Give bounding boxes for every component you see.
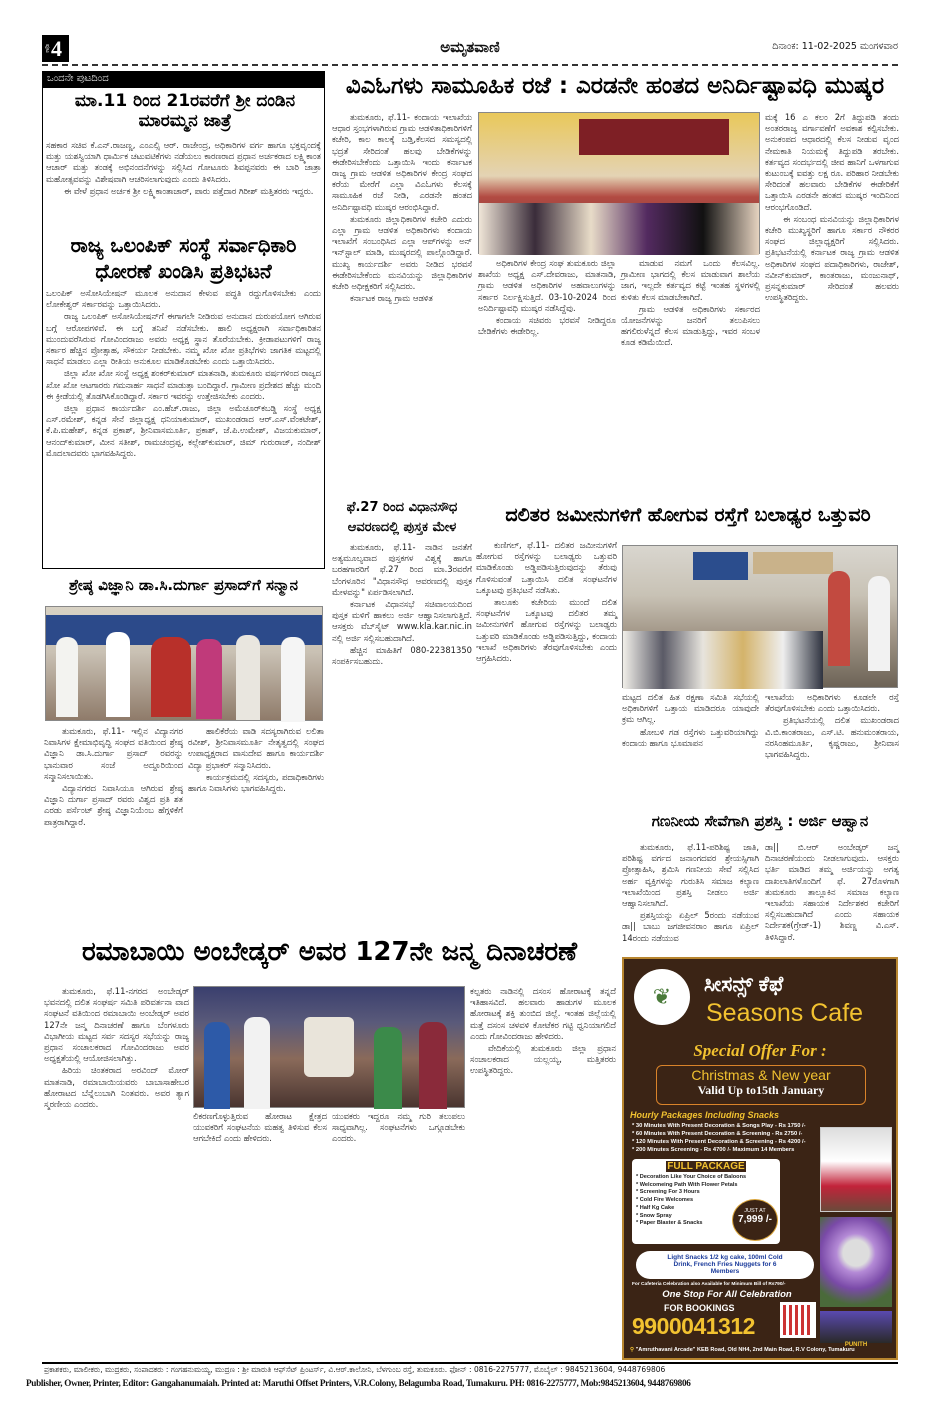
paragraph: ತುಮಕೂರು, ಫೆ.11- ನಾಡಿನ ಜನತೆಗೆ ಅತ್ಯಮೂಲ್ಯವಾದ ಪುಸ್ತಕಗಳ ವಿಶ್ವಕ್ಕೆ ಹಾಗೂ ಬರಹಗಾರರಿಗೆ ಫೆ.27 ರಿಂದ ಮಾ.3ರವರೆಗೆ ಬೆಂಗಳೂರಿನ "ವಿಧಾನಸೌಧ ಆವರಣದಲ್ಲಿ ಪುಸ್ತಕ ಮೇಳವನ್ನು" ಏರ್ಪಡಿಸಲಾಗಿದೆ.	[332, 542, 472, 597]
paragraph: ಜಿಲ್ಲಾ ಖೋ ಖೋ ಸಂಸ್ಥೆ ಅಧ್ಯಕ್ಷ ಶಂಕರ್‌ಕುಮಾರ್ ಮಾತನಾಡಿ, ತುಮಕೂರು ವರ್ಷಗಳಿಂದ ರಾಜ್ಯದ ಖೋ ಖೋ ಆಟಗಾರರು ಗಮನಾರ್ಹ ಸಾಧನೆ ಮಾಡುತ್ತಾ ಬಂದಿದ್ದಾರೆ. ಗ್ರಾಮೀಣ ಪ್ರದೇಶದ ಹೆಚ್ಚು ಮಂದಿ ಈ ಕ್ರೀಡೆಯಲ್ಲಿ ತೊಡಗಿಸಿಕೊಂಡಿದ್ದಾರೆ. ಸರ್ಕಾರ ಇವರನ್ನು ಉತ್ತೇಜಿಸಬೇಕು ಎಂದರು.	[46, 368, 321, 401]
snacks-box	[636, 1251, 814, 1279]
hourly-title: Hourly Packages Including Snacks	[630, 1110, 780, 1120]
paragraph: ಕಾರ್ಯಕ್ರಮದಲ್ಲಿ ಸದಸ್ಯರು, ಪದಾಧಿಕಾರಿಗಳು ಹಾಗೂ ನಿವಾಸಿಗಳು ಭಾಗವಹಿಸಿದ್ದರು.	[188, 771, 324, 794]
paragraph: ಈ ಸಂಬಂಧ ಮನವಿಯನ್ನು ಜಿಲ್ಲಾಧಿಕಾರಿಗಳ ಕಚೇರಿ ಮುಖ್ಯಸ್ಥರಿಗೆ ಹಾಗೂ ಸರ್ಕಾರ ನೌಕರರ ಸಂಘದ ಜಿಲ್ಲಾಧ್ಯಕ್ಷರಿಗೆ ಸಲ್ಲಿಸಿದರು. ಪ್ರತಿಭಟನೆಯಲ್ಲಿ ಕರ್ನಾಟಕ ರಾಜ್ಯ ಗ್ರಾಮ ಆಡಳಿತ ಅಧಿಕಾರಿಗಳ ಸಂಘದ ಪದಾಧಿಕಾರಿಗಳು, ರಾಜೇಶ್, ನವೀನ್‌ಕುಮಾರ್, ಕಾಂತರಾಜು, ಮಂಜುನಾಥ್, ಪ್ರಸನ್ನಕುಮಾರ್ ಸೇರಿದಂತೆ ಹಲವರು ಉಪಸ್ಥಿತರಿದ್ದರು.	[765, 213, 899, 303]
booking-phone[interactable]: 9900041312	[632, 1313, 755, 1339]
olympic-body	[46, 288, 321, 566]
cafeteria-note: For Cafeteria Celebration also Available for Minimum Bill of Rs790/-	[632, 1282, 786, 1287]
price: 7,999 /-	[738, 1214, 772, 1225]
paragraph: ಯುವಕರು ಇದ್ದರೂ ನಮ್ಮ ಗುರಿ ತಲುಪಲು ಸಾಧ್ಯವಾಗಿಲ್ಲ. ಸಂಘಟನೆಗಳು ಒಗ್ಗೂಡಬೇಕು ಎಂದರು.	[332, 1111, 465, 1144]
qr-code	[780, 1302, 816, 1338]
issue-date: ದಿನಾಂಕ: 11-02-2025 ಮಂಗಳವಾರ	[772, 41, 898, 52]
one-stop-tagline: One Stop For All Celebration	[662, 1289, 792, 1300]
occasion: Christmas & New year	[691, 1067, 831, 1083]
address-text: "Amruthavani Arcade" KEB Road, Old NH4, 2nd Main Road, R.V Colony, Tumakuru	[635, 1347, 855, 1353]
package-item: * Cold Fire Welcomes	[636, 1197, 694, 1204]
paragraph: ಅಧಿಕಾರಿಗಳ ಕೇಂದ್ರ ಸಂಘ ತುಮಕೂರು ಜಿಲ್ಲಾ ಶಾಖೆಯ ಅಧ್ಯಕ್ಷ ಎಸ್.ದೇವರಾಜು, ಮಾತನಾಡಿ, ಗ್ರಾಮ ಆಡಳಿತ ಅಧಿಕಾರಿಗಳ ಅಹವಾಲುಗಳನ್ನು ಸರ್ಕಾರ ನಿರ್ಲಕ್ಷಿಸುತ್ತಿದೆ. 03-10-2024 ರಿಂದ ಅನಿರ್ದಿಷ್ಟಾವಧಿ ಮುಷ್ಕರ ನಡೆಸಿದ್ದೆವು.	[478, 258, 616, 313]
hourly-list	[632, 1122, 822, 1154]
paragraph: ಮಕ್ಕೆ 16 ಎ ಕಲಂ 2ಗೆ ತಿದ್ದುಪಡಿ ತಂದು ಅಂತರರಾಜ್ಯ ವರ್ಗಾವಣೆಗೆ ಅವಕಾಶ ಕಲ್ಪಿಸಬೇಕು. ಅನುಕಂಪದ ಆಧಾರದಲ್ಲಿ ಕೆಲಸ ನೀಡುವ ವೃಂದ ನೇಮಕಾತಿ ನಿಯಮಕ್ಕೆ ತಿದ್ದುಪಡಿ ತರಬೇಕು. ಕರ್ತವ್ಯದ ಸಂದರ್ಭದಲ್ಲಿ ಜೀವ ಹಾನಿಗೆ ಒಳಗಾಗುವ ಕುಟುಂಬಕ್ಕೆ ಐವತ್ತು ಲಕ್ಷ ರೂ. ಪರಿಹಾರ ನೀಡಬೇಕು ಸೇರಿದಂತೆ ಹಲವಾರು ಬೇಡಿಕೆಗಳ ಈಡೇರಿಕೆಗೆ ಒತ್ತಾಯಿಸಿ ಎರಡನೇ ಹಂತದ ಮುಷ್ಕರ ಇಂದಿನಿಂದ ಆರಂಭಗೊಂಡಿದೆ.	[765, 112, 899, 212]
dalit-protest-photo	[622, 545, 898, 688]
strike-body-col3	[621, 258, 760, 498]
paragraph: ಪ್ರಶಸ್ತಿಯನ್ನು ಏಪ್ರಿಲ್ 5ರಂದು ನಡೆಯುವ ಡಾ|| ಬಾಬು ಜಗಜೀವನರಾಂ ಹಾಗೂ ಏಪ್ರಿಲ್ 14ರಂದು ನಡೆಯುವ	[622, 910, 759, 943]
paragraph: ವಿದ್ಯಾನಗರದ ನಿವಾಸಿಯೂ ಆಗಿರುವ ಶ್ರೇಷ್ಠ ವಿಜ್ಞಾನಿ ದುರ್ಗಾ ಪ್ರಸಾದ್ ರವರು ವಿಶ್ವದ ಪ್ರತಿ ಶತ ಎರಡು ಪರ್ಸೆಂಟ್ ಶ್ರೇಷ್ಠ ವಿಜ್ಞಾನಿಯೆಂಬ ಹೆಗ್ಗಳಿಕೆಗೆ ಪಾತ್ರರಾಗಿದ್ದಾರೆ.	[44, 783, 183, 827]
ramabai-body-col1	[44, 986, 189, 1352]
continued-bar: ಒಂದನೇ ಪುಟದಿಂದ	[42, 71, 325, 88]
paragraph: ಗ್ರಾಮ ಆಡಳಿತ ಅಧಿಕಾರಿಗಳು ಸರ್ಕಾರದ ಯೋಜನೆಗಳನ್ನು ಜನರಿಗೆ ತಲುಪಿಸಲು ಹಗಲಿರುಳೆನ್ನದೆ ಕೆಲಸ ಮಾಡುತ್ತಿದ್ದು, ಇವರ ಸಂಬಳ ಕೂಡ ಕಡಿಮೆಯಿದೆ.	[621, 303, 760, 348]
header-divider	[42, 64, 898, 66]
occasion-box	[656, 1065, 866, 1105]
paragraph: ಕಂದಾಯ ಸಚಿವರು ಭರವಸೆ ನೀಡಿದ್ದರೂ ಬೇಡಿಕೆಗಳು ಈಡೇರಿಲ್ಲ.	[478, 315, 616, 337]
ramabai-body-col2	[193, 1111, 327, 1351]
price-label: JUST AT	[744, 1208, 766, 1214]
hourly-item: * 120 Minutes With Present Decoration & Screening - Rs 4200 /-	[632, 1139, 806, 1145]
paragraph: ಕುಣಿಗಲ್, ಫೆ.11- ದಲಿತರ ಜಮೀನುಗಳಿಗೆ ಹೋಗುವ ರಸ್ತೆಗಳನ್ನು ಬಲಾಢ್ಯರು ಒತ್ತುವರಿ ಮಾಡಿಕೊಂಡು ಅಡ್ಡಿಪಡಿಸುತ್ತಿರುವುದನ್ನು ತೆರುವು ಗೊಳಿಸುವಂತೆ ಒತ್ತಾಯಿಸಿ ದಲಿತ ಸಂಘಟನೆಗಳ ಒಕ್ಕೂಟವು ಪ್ರತಿಭಟನೆ ನಡೆಸಿತು.	[476, 540, 617, 595]
paragraph: ತುಮಕೂರು, ಫೆ.11-ನಗರದ ಅಂಬೇಡ್ಕರ್ ಭವನದಲ್ಲಿ ದಲಿತ ಸಂಘರ್ಷ ಸಮಿತಿ ಪರಿವರ್ತನಾ ವಾದ ಸಂಘಟನೆ ವತಿಯಿಂದ ರಮಾಬಾಯಿ ಅಂಬೇಡ್ಕರ್ ಅವರ 127ನೇ ಜನ್ಮ ದಿನಾಚರಣೆ ಹಾಗೂ ಬೆಂಗಳೂರು ವಿಭಾಗೀಯ ಮಟ್ಟದ ಸರ್ವ ಸದಸ್ಯರ ಸಭೆಯನ್ನು ರಾಜ್ಯ ಪ್ರಧಾನ ಸಂಚಾಲಕರಾದ ಗೋವಿಂದರಾಜು ಅವರ ಅಧ್ಯಕ್ಷತೆಯಲ್ಲಿ ಆಯೋಜಿಸಲಾಗಿತ್ತು.	[44, 986, 189, 1064]
package-item: * Decoration Like Your Choice of Baloons	[636, 1174, 747, 1180]
venue-photo-3	[820, 1311, 892, 1348]
package-item: * Snow Spray	[636, 1212, 672, 1219]
page-label: ಪುಟ	[44, 44, 51, 53]
package-item: * Half Kg Cake	[636, 1204, 675, 1211]
paragraph: ಹೆಚ್ಚಿನ ಮಾಹಿತಿಗೆ 080-22381350 ಸಂಪರ್ಕಿಸಬಹುದು.	[332, 644, 472, 667]
address	[630, 1347, 894, 1353]
footer-imprint-kannada: ಪ್ರಕಾಶಕರು, ಮಾಲೀಕರು, ಮುದ್ರಕರು, ಸಂಪಾದಕರು : ಗಂಗಹನುಮಯ್ಯ, ಮುದ್ರಣ : ಶ್ರೀ ಮಾರುತಿ ಆಫ್‌ಸೆಟ್ ಪ್ರಿಂಟರ್ಸ್, ವಿ.ಆರ್.ಕಾಲೋನಿ, ಬೆಳಗುಂಬ ರಸ್ತೆ, ತುಮಕೂರು. ಫೋನ್ : 0816-2275777, ಮೊಬೈಲ್ : 9845213604, 9448769806	[44, 1365, 666, 1374]
validity: Valid Up to15th January	[697, 1083, 825, 1097]
paragraph: ತಾಲೂಕು ಕಚೇರಿಯ ಮುಂದೆ ದಲಿತ ಸಂಘಟನೆಗಳ ಒಕ್ಕೂಟವು ದಲಿತರ ತಮ್ಮ ಜಮೀನುಗಳಿಗೆ ಹೋಗುವ ರಸ್ತೆಗಳನ್ನು ಬಲಾಢ್ಯರು ಒತ್ತುವರಿ ಮಾಡಿಕೊಂಡು ಅಡ್ಡಿಪಡಿಸುತ್ತಿದ್ದು, ಕಂದಾಯ ಇಲಾಖೆ ಅಧಿಕಾರಿಗಳು ತೆರವುಗೊಳಿಸಬೇಕು ಎಂದು ಆಗ್ರಹಿಸಿದರು.	[476, 597, 617, 664]
paragraph: ರಾಜ್ಯ ಒಲಂಪಿಕ್ ಅಸೋಸಿಯೇಷನ್‌ಗೆ ಈಗಾಗಲೇ ನೀಡಿರುವ ಅನುದಾನ ದುರುಪಯೋಗ ಆಗಿರುವ ಬಗ್ಗೆ ಆರೋಪಗಳಿವೆ. ಈ ಬಗ್ಗೆ ತನಿಖೆ ನಡೆಸಬೇಕು. ಹಾಲಿ ಅಧ್ಯಕ್ಷರಾಗಿ ಸರ್ವಾಧಿಕಾರಿತನ ಮುಂದುವರೆಸಿರುವ ಗೋವಿಂದರಾಜು ಅವರು ಅಧ್ಯಕ್ಷ ಸ್ಥಾನ ತೊರೆಯಬೇಕು. ಕ್ರೀಡಾಪಟುಗಳಿಗೆ ರಾಜ್ಯ ಸರ್ಕಾರ ಹೆಚ್ಚಿನ ಪ್ರೋತ್ಸಾಹ, ಸೌಕರ್ಯ ನೀಡಬೇಕು. ನಮ್ಮ ಖೋ ಖೋ ಪ್ರತಿಭೆಗಳು ಜಾಗತಿಕ ಮಟ್ಟದಲ್ಲಿ ಸಾಧನೆ ಮಾಡಲು ಎಲ್ಲಾ ರೀತಿಯ ಅನುಕೂಲ ಮಾಡಿಕೊಡಬೇಕು ಎಂದು ಒತ್ತಾಯಿಸಿದರು.	[46, 311, 321, 367]
ramabai-body-col4	[470, 986, 616, 1352]
paragraph: ಕರ್ನಾಟಕ ವಿಧಾನಸಭೆ ಸಚಿವಾಲಯದಿಂದ ಪುಸ್ತಕ ಮಳಿಗೆ ಹಾಕಲು ಅರ್ಜಿ ಆಹ್ವಾನಿಸಲಾಗುತ್ತಿದೆ. ಆಸಕ್ತರು ವೆಬ್‌ಸೈಟ್ www.kla.kar.nic.in ನಲ್ಲಿ ಅರ್ಜಿ ಸಲ್ಲಿಸಬಹುದಾಗಿದೆ.	[332, 599, 472, 643]
strike-protest-photo	[478, 112, 760, 254]
paragraph: ಇಲಾಖೆಯ ಅಧಿಕಾರಿಗಳು ಕೂಡಲೇ ರಸ್ತೆ ತೆರವುಗೊಳಿಸಬೇಕು ಎಂದು ಒತ್ತಾಯಿಸಿದರು.	[765, 692, 899, 714]
footer-divider	[42, 1362, 898, 1364]
paragraph: ಹೋಬಳಿ ಗಡ ರಸ್ತೆಗಳು ಒತ್ತುವರಿಯಾಗಿದ್ದು ಕಂದಾಯ ಹಾಗೂ ಭೂಮಾಪನ	[622, 726, 759, 748]
ramabai-event-photo	[193, 986, 465, 1108]
ramabai-headline: ರಮಾಬಾಯಿ ಅಂಬೇಡ್ಕರ್ ಅವರ 127ನೇ ಜನ್ಮ ದಿನಾಚರಣೆ	[81, 937, 578, 967]
strike-headline: ವಿಎಓಗಳು ಸಾಮೂಹಿಕ ರಜೆ : ಎರಡನೇ ಹಂತದ ಅನಿರ್ದಿಷ್ಟಾವಧಿ ಮುಷ್ಕರ	[345, 73, 885, 99]
paragraph: ಲಿಕರಣಗೊಳ್ಳುತ್ತಿರುವ ಹೋರಾಟ ಕ್ಷೇತ್ರದ ಯುವಕರಿಗೆ ಸಂಘಟನೆಯ ಮಹತ್ವ ತಿಳಿಸುವ ಕೆಲಸ ಆಗಬೇಕಿದೆ ಎಂದು ಹೇಳಿದರು.	[193, 1111, 327, 1144]
paragraph: ವೇದಿಕೆಯಲ್ಲಿ ತುಮಕೂರು ಜಿಲ್ಲಾ ಪ್ರಧಾನ ಸಂಚಾಲಕರಾದ ಯಲ್ಲಯ್ಯ, ಮತ್ತಿತರರು ಉಪಸ್ಥಿತರಿದ್ದರು.	[470, 1043, 616, 1076]
strike-body-right	[765, 112, 899, 498]
hourly-item: * 200 Minutes Screening - Rs 4700 /- Maximum 14 Members	[632, 1147, 795, 1153]
paragraph: ತುಮಕೂರು, ಫೆ.11-ಪರಿಶಿಷ್ಟ ಜಾತಿ, ಪರಿಶಿಷ್ಟ ವರ್ಗದ ಜನಾಂಗದವರ ಶ್ರೇಯಸ್ಸಿಗಾಗಿ ಪ್ರೋತ್ಸಾಹಿಸಿ, ಶ್ರಮಿಸಿ ಗಣನೀಯ ಸೇವೆ ಸಲ್ಲಿಸಿದ ಅರ್ಹ ವ್ಯಕ್ತಿಗಳನ್ನು ಗುರುತಿಸಿ ಸಮಾಜ ಕಲ್ಯಾಣ ಇಲಾಖೆಯಿಂದ ಪ್ರಶಸ್ತಿ ನೀಡಲು ಅರ್ಜಿ ಆಹ್ವಾನಿಸಲಾಗಿದೆ.	[622, 842, 759, 909]
cafe-logo: ❦	[634, 969, 690, 1025]
hourly-item: * 30 Minutes With Present Decoration & Songs Play - Rs 1750 /-	[632, 1123, 806, 1129]
dalit-body-col2	[622, 692, 759, 804]
award-body-col2	[765, 842, 899, 942]
paragraph: ತುಮಕೂರು, ಫೆ.11- ಇಲ್ಲಿನ ವಿದ್ಯಾನಗರ ನಿವಾಸಿಗಳ ಕ್ಷೇಮಾಭಿವೃದ್ಧಿ ಸಂಘದ ವತಿಯಿಂದ ಶ್ರೇಷ್ಠ ವಿಜ್ಞಾನಿ ಡಾ.ಸಿ.ದುರ್ಗಾ ಪ್ರಸಾದ್ ರವರನ್ನು ಭಾನುವಾರ ಸಂಜೆ ಅದ್ದೂರಿಯಿಂದ ಸನ್ಮಾನಿಸಲಾಯಿತು.	[44, 726, 183, 781]
paragraph: ಈ ವೇಳೆ ಪ್ರಧಾನ ಅರ್ಚಕ ಶ್ರೀ ಲಕ್ಷ್ಮಿಕಾಂತಾಚಾರ್, ಪಾರು ಪತ್ತೆದಾರ ಗಿರೀಶ್ ಮತ್ತಿತರರು ಇದ್ದರು.	[64, 185, 314, 196]
full-package-title: FULL PACKAGE	[667, 1161, 745, 1172]
brand-kannada: ಸೀಸನ್ಸ್ ಕೆಫೆ	[704, 973, 784, 996]
price-badge	[732, 1199, 778, 1241]
bookings-label: FOR BOOKINGS	[664, 1303, 735, 1313]
book-fair-headline: ಫೆ.27 ರಿಂದ ವಿಧಾನಸೌಧ ಆವರಣದಲ್ಲಿ ಪುಸ್ತಕ ಮೇಳ	[346, 500, 458, 535]
package-item: * Screening For 3 Hours	[636, 1189, 700, 1196]
footer-imprint-english: Publisher, Owner, Printer, Editor: Gangahanumaiah. Printed at: Maruthi Offset Printers, V.R.Colony, Belagumba Road, Tumakuru. PH: 0816-2275777, Mob:9845213604, 9448769806	[26, 1378, 691, 1388]
paragraph: ಒಲಂಪಿಕ್ ಅಸೋಸಿಯೇಷನ್ ಮೂಲಕ ಅನುದಾನ ಕೇಳುವ ಪದ್ಧತಿ ರದ್ದುಗೊಳಿಸಬೇಕು ಎಂದು ಲೋಕೇಶ್ವರ್ ಸರ್ಕಾರವನ್ನು ಒತ್ತಾಯಿಸಿದರು.	[46, 288, 321, 310]
strike-body-col1	[332, 112, 472, 492]
paragraph: ಮಾಡುವ ನಮಗೆ ಒಂದು ಕೆಲಸವಿಲ್ಲ. ಗ್ರಾಮೀಣ ಭಾಗದಲ್ಲಿ ಕೆಲಸ ಮಾಡುವಾಗ ಶಾಲೆಯ ಜಾಗ, ಇಲ್ಲದೇ ಕರ್ತವ್ಯದ ಕಟ್ಟೆ ಇಂತಹ ಸ್ಥಳಗಳಲ್ಲಿ ಕುಳಿತು ಕೆಲಸ ಮಾಡಬೇಕಾಗಿದೆ.	[621, 258, 760, 302]
dalit-body-col3	[765, 692, 899, 804]
scientist-body-col2	[188, 726, 324, 931]
paragraph: ಕರ್ನಾಟಕ ರಾಜ್ಯ ಗ್ರಾಮ ಆಡಳಿತ	[350, 293, 433, 304]
snacks-text: Light Snacks 1/2 kg cake, 100ml Cold Drink, French Fries Nuggets for 6 Members	[667, 1254, 783, 1275]
paragraph: ಡಾ|| ಬಿ.ಆರ್ ಅಂಬೇಡ್ಕರ್ ಜನ್ಮ ದಿನಾಚರಣೆಯಂದು ನೀಡಲಾಗುವುದು. ಆಸಕ್ತರು ಭರ್ತಿ ಮಾಡಿದ ತಮ್ಮ ಅರ್ಜಿಯನ್ನು ಅಗತ್ಯ ದಾಖಲಾತಿಗಳೊಂದಿಗೆ ಫೆ. 27ರೊಳಗಾಗಿ ತುಮಕೂರು ತಾಲ್ಲೂಕಿನ ಸಮಾಜ ಕಲ್ಯಾಣ ಇಲಾಖೆಯ ಸಹಾಯಕ ನಿರ್ದೇಶಕರ ಕಚೇರಿಗೆ ಸಲ್ಲಿಸಬಹುದಾಗಿದೆ ಎಂದು ಸಹಾಯಕ ನಿರ್ದೇಶಕ(ಗ್ರೇಡ್-1) ಶಿವಣ್ಣ ವಿ.ಎಸ್. ತಿಳಿಸಿದ್ದಾರೆ.	[765, 842, 899, 942]
page-number-box	[42, 35, 69, 62]
award-body-col1	[622, 842, 759, 943]
olympic-headline: ರಾಜ್ಯ ಒಲಂಪಿಕ್ ಸಂಸ್ಥೆ ಸರ್ವಾಧಿಕಾರಿ ಧೋರಣೆ ಖಂಡಿಸಿ ಪ್ರತಿಭಟನೆ	[70, 234, 297, 283]
paper-title: ಅಮೃತವಾಣಿ	[440, 38, 500, 56]
paragraph: ಜಿಲ್ಲಾ ಪ್ರಧಾನ ಕಾರ್ಯದರ್ಶಿ ಎಂ.ಹೆಚ್.ರಾಜು, ಜಿಲ್ಲಾ ಅಮೆಚೂರ್‌ಕಬಡ್ಡಿ ಸಂಸ್ಥೆ ಅಧ್ಯಕ್ಷ ಎಸ್.ರಮೇಶ್, ಕನ್ನಡ ಸೇನೆ ಜಿಲ್ಲಾಧ್ಯಕ್ಷ ಧನಿಯಾಕುಮಾರ್, ಮುಖಂಡರಾದ ಆರ್.ಎಸ್.ವೆಂಕಟೇಶ್, ಕೆ.ಪಿ.ಮಹೇಶ್, ಕನ್ನಡ ಪ್ರಕಾಶ್, ಶ್ರೀನಿವಾಸಮೂರ್ತಿ, ಪ್ರಕಾಶ್, ಜೆ.ಪಿ.ಉಮೇಶ್, ವಿಜಯಕುಮಾರ್, ಆನಂದ್‌ಕುಮಾರ್, ಮೀನ ಸತೀಶ್, ರಾಮಚಂದ್ರಪ್ಪ, ಕಲ್ಲೇಶ್‌ಕುಮಾರ್, ಜಿಮ್ ಗುರುರಾಜ್, ನಂದೀಶ್ ಮೊದಲಾದವರು ಭಾಗವಹಿಸಿದ್ದರು.	[46, 403, 321, 458]
paragraph: ಸಹಕಾರ ಸಚಿವ ಕೆ.ಎನ್.ರಾಜಣ್ಣ, ಎಂಎಲ್ಸಿ ಆರ್. ರಾಜೇಂದ್ರ, ಅಧಿಕಾರಿಗಳ ವರ್ಗ ಹಾಗೂ ಭಕ್ತವೃಂದಕ್ಕೆ ಮತ್ತು ಯಶಸ್ವಿಯಾಗಿ ಧಾರ್ಮಿಕ ಚಟುವಟಿಕೆಗಳು ನಡೆಯಲು ಕಾರಣರಾದ ಪ್ರಧಾನ ಅರ್ಚಕರಾದ ಲಕ್ಷ್ಮಿಕಾಂತ ಆಚಾರ್ ಮತ್ತು ತಂಡಕ್ಕೆ ಅಭಿನಂದನೆಗಳನ್ನು ಸಲ್ಲಿಸಿದ ಗೋಟೂರು ಶಿವಪ್ಪನವರು ಈ ಬಾರಿ ಜಾತ್ರಾ ಮಹೋತ್ಸವವನ್ನು ವಿಶೇಷವಾಗಿ ಆಚರಿಸಲಾಗುವುದು ಎಂದು ತಿಳಿಸಿದರು.	[46, 140, 321, 184]
location-pin-icon: ⚲	[630, 1347, 636, 1353]
paragraph: ಹಿರಿಯ ಚಿಂತಕರಾದ ಅರವಿಂದ್ ಮೋರ್ ಮಾತನಾಡಿ, ರಮಾಬಾಯಿಯವರು ಬಾಬಾಸಾಹೇಬರ ಹೋರಾಟದ ಬೆನ್ನೆಲುಬಾಗಿ ನಿಂತವರು. ಅವರ ತ್ಯಾಗ ಸ್ಮರಣೀಯ ಎಂದರು.	[44, 1065, 189, 1110]
photo-label: PUNITH	[844, 1342, 868, 1348]
venue-photo-1	[820, 1127, 892, 1212]
brand-english: Seasons Cafe	[706, 999, 864, 1027]
paragraph: ಹಾಲಿಕೆರೆಯ ವಾಡಿ ಸದಸ್ಯರಾಗಿರುವ ಲಲಿತಾ ರವೀಶ್, ಶ್ರೀನಿವಾಸಮೂರ್ತಿ ನೇತೃತ್ವದಲ್ಲಿ ಸಂಘದ ಉಪಾಧ್ಯಕ್ಷರಾದ ವಾಸುದೇವ ಹಾಗೂ ಕಾರ್ಯದರ್ಶಿ ವಿದ್ಯಾ ಪ್ರಭಾಕರ್ ಸನ್ಮಾನಿಸಿದರು.	[188, 726, 324, 770]
dalit-headline: ದಲಿತರ ಜಮೀನುಗಳಿಗೆ ಹೋಗುವ ರಸ್ತೆಗೆ ಬಲಾಢ್ಯರ ಒತ್ತುವರಿ	[505, 504, 871, 526]
book-fair-body	[332, 542, 472, 932]
paragraph: ಕಲ್ಪತರು ನಾಡಿನಲ್ಲಿ ದಸಂಸ ಹೋರಾಟಕ್ಕೆ ತನ್ನದೆ ಇತಿಹಾಸವಿದೆ. ಹಲವಾರು ಹಾಡುಗಳ ಮೂಲಕ ಹೋರಾಟಕ್ಕೆ ಶಕ್ತಿ ತುಂಬಿದ ಜಿಲ್ಲೆ. ಇಂತಹ ಜಿಲ್ಲೆಯಲ್ಲಿ ಮತ್ತೆ ದಸಂಸ ಚಳವಳಿ ಕೋಟೆಕರ ಗಟ್ಟಿ ಧ್ವನಿಯಾಗಲಿದೆ ಎಂದು ಗೋವಿಂದರಾಜು ಹೇಳಿದರು.	[470, 986, 616, 1041]
ramabai-body-col3	[332, 1111, 465, 1351]
scientist-body-col1	[44, 726, 183, 931]
paragraph: ತುಮಕೂರು, ಫೆ.11- ಕಂದಾಯ ಇಲಾಖೆಯ ಆಧಾರ ಸ್ತಂಭಗಳಾಗಿರುವ ಗ್ರಾಮ ಆಡಳಿತಾಧಿಕಾರಿಗಳಿಗೆ ಕಚೇರಿ, ಕಾಲ ಕಾಲಕ್ಕೆ ಬಡ್ತಿ,ಕೆಲಸದ ಸಮಸ್ಯದಲ್ಲಿ ಭದ್ರತೆ ಸೇರಿದಂತೆ ಹಲವು ಬೇಡಿಕೆಗಳನ್ನು ಈಡೇರಿಸಬೇಕೆಂದು ಒತ್ತಾಯಿಸಿ ಇಂದು ಕರ್ನಾಟಕ ರಾಜ್ಯ ಗ್ರಾಮ ಆಡಳಿತ ಅಧಿಕಾರಿಗಳ ಕೇಂದ್ರ ಸಂಘದ ಕರೆಯ ಮೇರೆಗೆ ಎಲ್ಲಾ ವಿಎಓಗಳು ಕೆಲಸಕ್ಕೆ ಸಾಮೂಹಿಕ ರಜೆ ನೀಡಿ, ಎರಡನೇ ಹಂತದ ಅನಿರ್ದಿಷ್ಟಾವಧಿ ಮುಷ್ಕರ ಆರಂಭಿಸಿದ್ದಾರೆ.	[332, 112, 472, 212]
award-headline: ಗಣನೀಯ ಸೇವೆಗಾಗಿ ಪ್ರಶಸ್ತಿ : ಅರ್ಜಿ ಆಹ್ವಾನ	[651, 812, 869, 830]
scientist-felicitation-photo	[45, 606, 323, 721]
seasons-cafe-advertisement	[622, 957, 898, 1360]
package-item: * Paper Blaster & Snacks	[636, 1220, 703, 1227]
scientist-headline: ಶ್ರೇಷ್ಠ ವಿಜ್ಞಾನಿ ಡಾ.ಸಿ.ದುರ್ಗಾ ಪ್ರಸಾದ್‌ಗೆ ಸನ್ಮಾನ	[69, 576, 298, 594]
hourly-item: * 60 Minutes With Present Decoration & Screening - Rs 2750 /-	[632, 1131, 803, 1137]
jatre-body	[46, 140, 321, 228]
page-number: 4	[51, 35, 62, 61]
offer-title: Special Offer For :	[693, 1041, 827, 1060]
venue-photo-2	[820, 1217, 892, 1307]
dalit-body-col1	[476, 540, 617, 932]
paragraph: ಮಟ್ಟದ ದಲಿತ ಹಿತ ರಕ್ಷಣಾ ಸಮಿತಿ ಸಭೆಯಲ್ಲಿ ಅಧಿಕಾರಿಗಳಿಗೆ ಒತ್ತಾಯ ಮಾಡಿದರೂ ಯಾವುದೇ ಕ್ರಮ ಆಗಿಲ್ಲ.	[622, 692, 759, 725]
strike-body-col2	[478, 258, 616, 498]
paragraph: ತುಮಕೂರು ಜಿಲ್ಲಾಧಿಕಾರಿಗಳ ಕಚೇರಿ ಎದುರು ಎಲ್ಲಾ ಗ್ರಾಮ ಆಡಳಿತ ಅಧಿಕಾರಿಗಳು ಕಂದಾಯ ಇಲಾಖೆಗೆ ಸಂಬಂಧಿಸಿದ ಎಲ್ಲಾ ಆಪ್‌ಗಳನ್ನು ಅನ್ ಇನ್‌ಸ್ಟಾಲ್ ಮಾಡಿ, ಮುಷ್ಕರದಲ್ಲಿ ಪಾಲ್ಗೊಂಡಿದ್ದಾರೆ. ಮುಖ್ಯ ಕಾರ್ಯದರ್ಶಿ ಅವರು ನೀಡಿದ ಭರವಸೆ ಈಡೇರಿಸಬೇಕೆಂದು ಮನವಿಯನ್ನು ಜಿಲ್ಲಾಧಿಕಾರಿಗಳ ಕಚೇರಿ ಅಧೀಕ್ಷಕರಿಗೆ ಸಲ್ಲಿಸಿದರು.	[332, 213, 472, 292]
package-item: * Welcomeing Path With Flower Petals	[636, 1181, 738, 1188]
paragraph: ಪ್ರತಿಭಟನೆಯಲ್ಲಿ ದಲಿತ ಮುಖಂಡರಾದ ವಿ.ಬಿ.ಕಾಂತರಾಜು, ಎಸ್.ಟಿ. ಹನುಮಂತರಾಯ, ನರಸಿಂಹಮೂರ್ತಿ, ಕೃಷ್ಣರಾಜು, ಶ್ರೀನಿವಾಸ ಭಾಗವಹಿಸಿದ್ದರು.	[765, 715, 899, 760]
jatre-headline: ಮಾ.11 ರಿಂದ 21ರವರೆಗೆ ಶ್ರೀ ದಂಡಿನ ಮಾರಮ್ಮನ ಜಾತ್ರೆ	[74, 91, 296, 131]
